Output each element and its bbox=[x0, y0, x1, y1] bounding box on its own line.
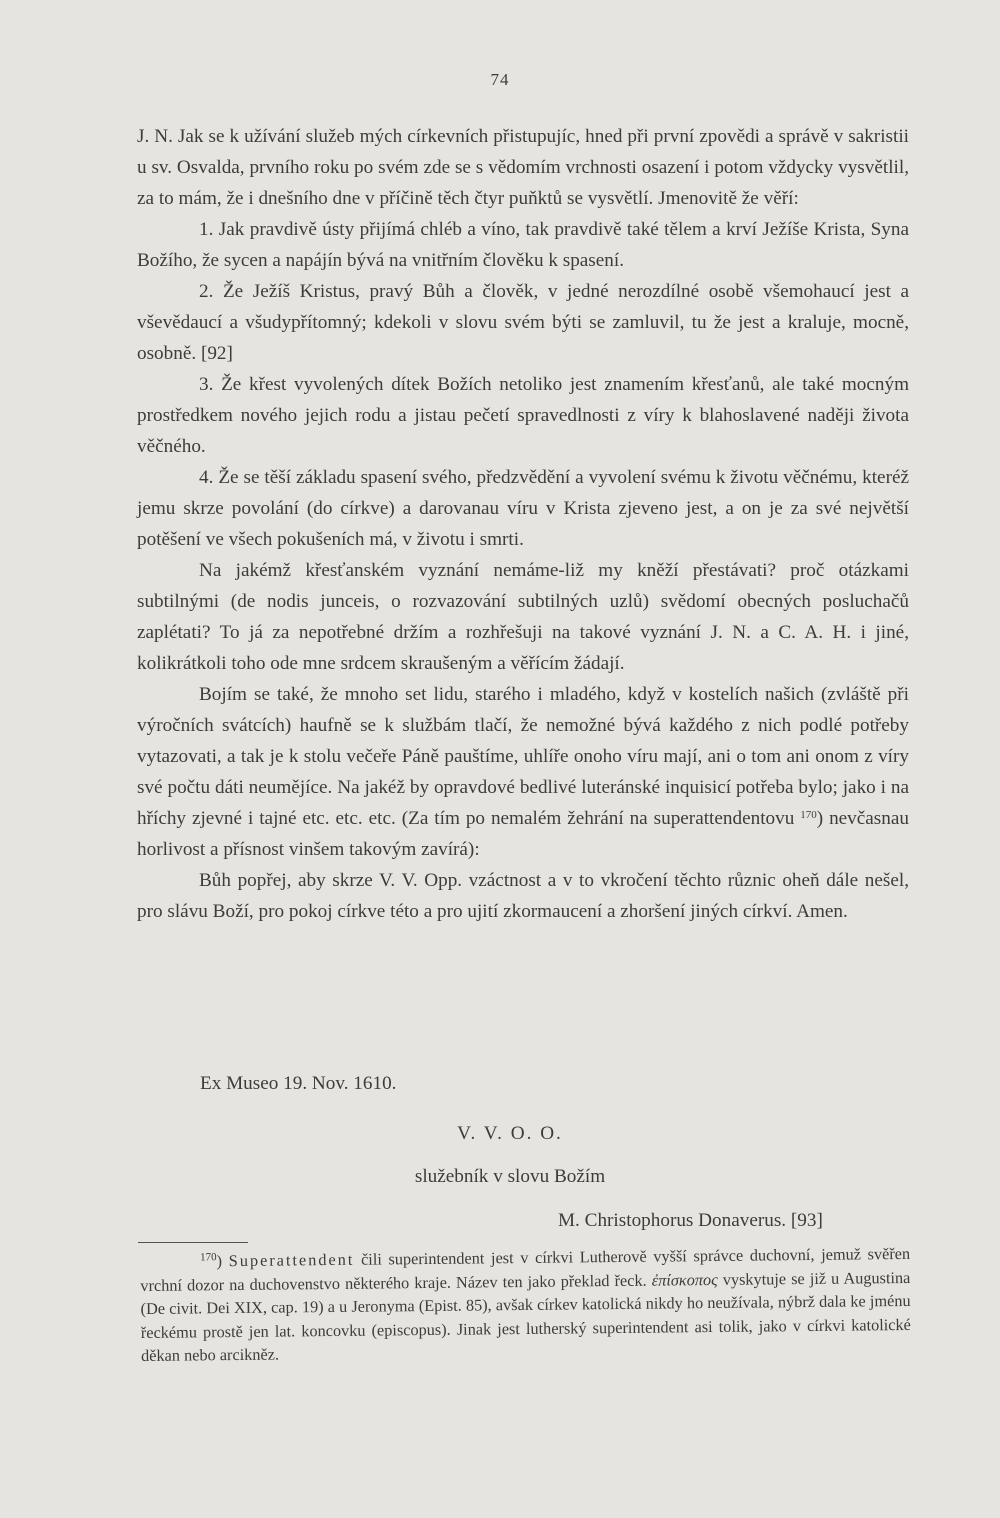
closing-servant: služebník v slovu Božím bbox=[414, 1166, 606, 1187]
paragraph-article-3: 3. Že křest vyvolených dítek Božích netoliko jest znamením křesťanů, ale také mocným prostředkem nového jejich rodu a jistau pečetí spravedlnosti z víry k blahoslavené naději života věčného. bbox=[137, 374, 909, 457]
footnote-paragraph: $^{170}$) Superattendent čili superintendent jest v církvi Lutherově vyšší správce duchovní, jemuž svěřen vrchní dozor na duchovenstvo některého kraje. Název ten jako překlad řeck. ἐπίσκοπος vyskytuje se již u Augustina (De civit. Dei XIX, cap. 19) a u Jeronyma (Epist. 85), avšak církev katolická nikdy ho neužívala, nýbrž dala ke jménu řeckému prostě jen lat. koncovku (episcopus). Jinak jest lutherský superintendent asi tolik, jako v církvi katolické děkan nebo arcikněz. bbox=[140, 1243, 911, 1365]
footnote-reference: 170 bbox=[800, 809, 817, 821]
paragraph-fear bbox=[137, 679, 909, 865]
page-number: 74 bbox=[490, 70, 510, 89]
closing-signature: M. Christophorus Donaverus. [93] bbox=[558, 1210, 823, 1231]
paragraph-fear-text: Bojím se také, že mnoho set lidu, starého i mladého, když v kostelích našich (zvláště při výročních svátcích) haufně se k službám tlačí, že nemožné bývá každého z nich podlé potřeby vytazovati, a tak je k stolu večeře Páně pauštíme, uhlíře onoho víru mají, ani o tom ani onom z víry své počtu dáti neumějíce. Na jakéž by opravdové bedlivé luteránské inquisicí potřeba bylo; jako i na hříchy zjevné i tajné etc. etc. etc. (Za tím po nemalém žehrání na superattendentovu bbox=[137, 684, 909, 829]
footnote-term: Superattendent bbox=[228, 1249, 355, 1271]
paragraph-article-4: 4. Že se těší základu spasení svého, předzvědění a vyvolení svému k životu věčnému, kteréž jemu skrze povolání (do církve) a darovanau víru v Krista zjeveno jest, a on je za své největší potěšení ve všech pokušeních má, v životu i smrti. bbox=[137, 467, 909, 550]
paragraph-article-2: 2. Že Ježíš Kristus, pravý Bůh a člověk, v jedné nerozdílné osobě všemohaucí jest a vševědaucí a všudypřítomný; kdekoli v slovu svém býti se zamluvil, tu že jest a kraluje, mocně, osobně. [92] bbox=[137, 281, 909, 364]
footnote-text-1: čili superintendent jest v církvi Lutherově vyšší správce duchovní, jemuž svěřen vrchní dozor na duchovenstvo některého kraje. Název ten jako překlad řeck. bbox=[140, 1243, 911, 1295]
closing-initials: V. V. O. O. bbox=[457, 1123, 563, 1144]
paragraph-prayer: Bůh popřej, aby skrze V. V. Opp. vzáctnost a v to vkročení těchto různic oheň dále nešel, pro slávu Boží, pro pokoj církve této a pro ujití zkormaucení a zhoršení jiných církví. Amen. bbox=[137, 870, 909, 922]
footnote bbox=[140, 1242, 911, 1368]
paragraph-fear-tail: ) nevčasnau horlivost a přísnost vinšem takovým zavírá): bbox=[137, 808, 909, 860]
main-text bbox=[137, 121, 909, 927]
footnote-text-2: vyskytuje se již u Augustina (De civit. Dei XIX, cap. 19) a u Jeronyma (Epist. 85), avšak církev katolická nikdy ho neužívala, nýbrž dala ke jménu řeckému prostě jen lat. koncovku (episcopus). Jinak jest lutherský superintendent asi tolik, jako v církvi katolické děkan nebo arcikněz. bbox=[140, 1267, 911, 1365]
date-line: Ex Museo 19. Nov. 1610. bbox=[200, 1073, 397, 1094]
paragraph-article-1: 1. Jak pravdivě ústy přijímá chléb a víno, tak pravdivě také tělem a krví Ježíše Krista, Syna Božího, že sycen a napájín bývá na vnitřním člověku k spasení. bbox=[137, 219, 909, 271]
paragraph-confession: J. N. Jak se k užívání služeb mých církevních přistupujíc, hned při první zpovědi a správě v sakristii u sv. Osvalda, prvního roku po svém zde se s vědomím vrchnosti osazení i potom vždycky vysvětlil, za to mám, že i dnešního dne v příčině těch čtyr puňktů se vysvětlí. Jmenovitě že věří: bbox=[137, 126, 909, 209]
footnote-divider bbox=[138, 1242, 248, 1243]
paragraph-question: Na jakémž křesťanském vyznání nemáme-liž my kněží přestávati? proč otázkami subtilnými (de nodis junceis, o rozvazování subtilných uzlů) svědomí obecných posluchačů zaplétati? To já za nepotřebné držím a rozhřešuji na takové vyznání J. N. a C. A. H. i jiné, kolikrátkoli toho ode mne srdcem skraušeným a věřícím žádají. bbox=[137, 560, 909, 674]
footnote-greek: ἐπίσκοπος bbox=[651, 1269, 718, 1290]
footnote-marker: 170 bbox=[200, 1251, 217, 1264]
